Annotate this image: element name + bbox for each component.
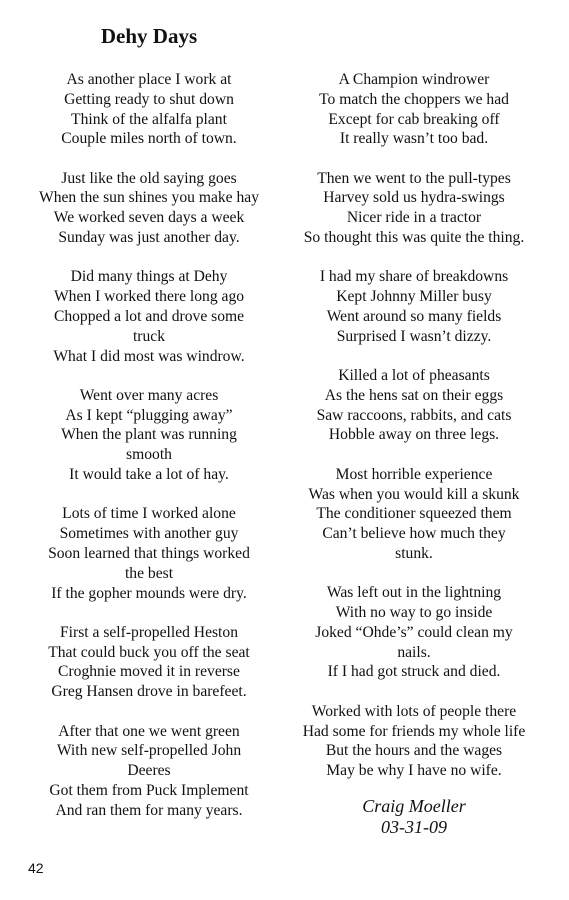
- poem-line: With new self-propelled John: [56, 742, 242, 760]
- poem-right-column: [286, 70, 542, 838]
- signature-date: 03-31-09: [381, 817, 447, 838]
- poem-line: That could buck you off the seat: [48, 643, 250, 661]
- poem-title: Dehy Days: [100, 24, 198, 48]
- poem-line: When the sun shines you make hay: [39, 189, 259, 207]
- poem-line: Soon learned that things worked: [48, 544, 250, 562]
- poem-line: When the plant was running: [61, 426, 237, 444]
- poem-line: Sunday was just another day.: [58, 229, 240, 247]
- poem-line: nails.: [397, 643, 431, 661]
- poem-line: Sometimes with another guy: [59, 525, 239, 543]
- poem-line: After that one we went green: [58, 722, 240, 740]
- signature-author: Craig Moeller: [362, 796, 466, 817]
- poem-line: Couple miles north of town.: [61, 130, 237, 148]
- poem-line: Hobble away on three legs.: [328, 426, 500, 444]
- poem-line: Getting ready to shut down: [64, 90, 234, 108]
- stanza: [10, 722, 288, 821]
- poem-line: the best: [124, 564, 174, 582]
- poem-line: Think of the alfalfa plant: [71, 110, 227, 128]
- poem-line: We worked seven days a week: [53, 209, 245, 227]
- poem-line: But the hours and the wages: [325, 742, 503, 760]
- poem-line: If I had got struck and died.: [327, 663, 501, 681]
- poem-line: Killed a lot of pheasants: [338, 367, 490, 385]
- poem-line: Harvey sold us hydra-swings: [323, 189, 505, 207]
- poem-line: It would take a lot of hay.: [69, 466, 229, 484]
- poem-line: If the gopher mounds were dry.: [51, 584, 247, 602]
- poem-line: Then we went to the pull-types: [317, 169, 511, 187]
- poem-line: What I did most was windrow.: [53, 347, 245, 365]
- poem-line: Saw raccoons, rabbits, and cats: [316, 406, 512, 424]
- poem-line: Kept Johnny Miller busy: [336, 288, 492, 306]
- poem-line: Got them from Puck Implement: [49, 781, 249, 799]
- poem-line: To match the choppers we had: [319, 90, 509, 108]
- signature: [286, 796, 542, 838]
- stanza: [286, 583, 542, 682]
- poem-left-column: [10, 70, 288, 840]
- poem-line: Surprised I wasn’t dizzy.: [336, 327, 492, 345]
- poem-line: Just like the old saying goes: [61, 169, 237, 187]
- page-number: 42: [28, 860, 44, 876]
- poem-line: A Champion windrower: [338, 71, 490, 88]
- poem-line: Except for cab breaking off: [328, 110, 500, 128]
- poem-line: Had some for friends my whole life: [302, 722, 526, 740]
- poem-line: smooth: [126, 446, 172, 464]
- stanza: [10, 70, 288, 149]
- stanza: [10, 267, 288, 366]
- poem-line: Did many things at Dehy: [70, 268, 228, 286]
- stanza: [10, 623, 288, 702]
- poem-line: I had my share of breakdowns: [319, 268, 509, 286]
- poem-line: First a self-propelled Heston: [60, 623, 238, 641]
- poem-line: Joked “Ohde’s” could clean my: [315, 623, 513, 641]
- stanza: [286, 169, 542, 248]
- poem-line: Went around so many fields: [326, 307, 502, 325]
- poem-line: Most horrible experience: [335, 465, 493, 483]
- poem-line: Went over many acres: [79, 386, 219, 404]
- poem-line: Can’t believe how much they: [322, 525, 506, 543]
- poem-line: When I worked there long ago: [53, 288, 245, 306]
- poem-line: With no way to go inside: [335, 604, 493, 622]
- stanza: [286, 465, 542, 564]
- poem-line: As I kept “plugging away”: [65, 406, 233, 424]
- poem-line: So thought this was quite the thing.: [303, 229, 525, 247]
- stanza: [10, 169, 288, 248]
- stanza: [10, 386, 288, 485]
- poem-line: It really wasn’t too bad.: [339, 130, 489, 148]
- poem-line: As another place I work at: [66, 71, 232, 88]
- poem-line: Worked with lots of people there: [311, 702, 517, 720]
- poem-line: Was left out in the lightning: [326, 584, 502, 602]
- poem-line: Chopped a lot and drove some: [53, 307, 245, 325]
- poem-line: Lots of time I worked alone: [62, 505, 236, 523]
- stanza: [286, 70, 542, 149]
- poem-line: Was when you would kill a skunk: [308, 485, 520, 503]
- stanza: [286, 702, 542, 781]
- poem-line: Croghnie moved it in reverse: [58, 663, 240, 681]
- poem-line: And ran them for many years.: [55, 801, 243, 819]
- poem-line: The conditioner squeezed them: [316, 505, 512, 523]
- stanza: [10, 504, 288, 603]
- poem-line: stunk.: [395, 544, 433, 562]
- stanza: [286, 267, 542, 346]
- poem-line: Greg Hansen drove in barefeet.: [51, 683, 247, 701]
- poem-line: Nicer ride in a tractor: [346, 209, 482, 227]
- poem-line: truck: [132, 327, 166, 345]
- poem-line: Deeres: [127, 762, 171, 780]
- stanza: [286, 366, 542, 445]
- poem-line: May be why I have no wife.: [326, 762, 502, 780]
- poem-line: As the hens sat on their eggs: [324, 386, 504, 404]
